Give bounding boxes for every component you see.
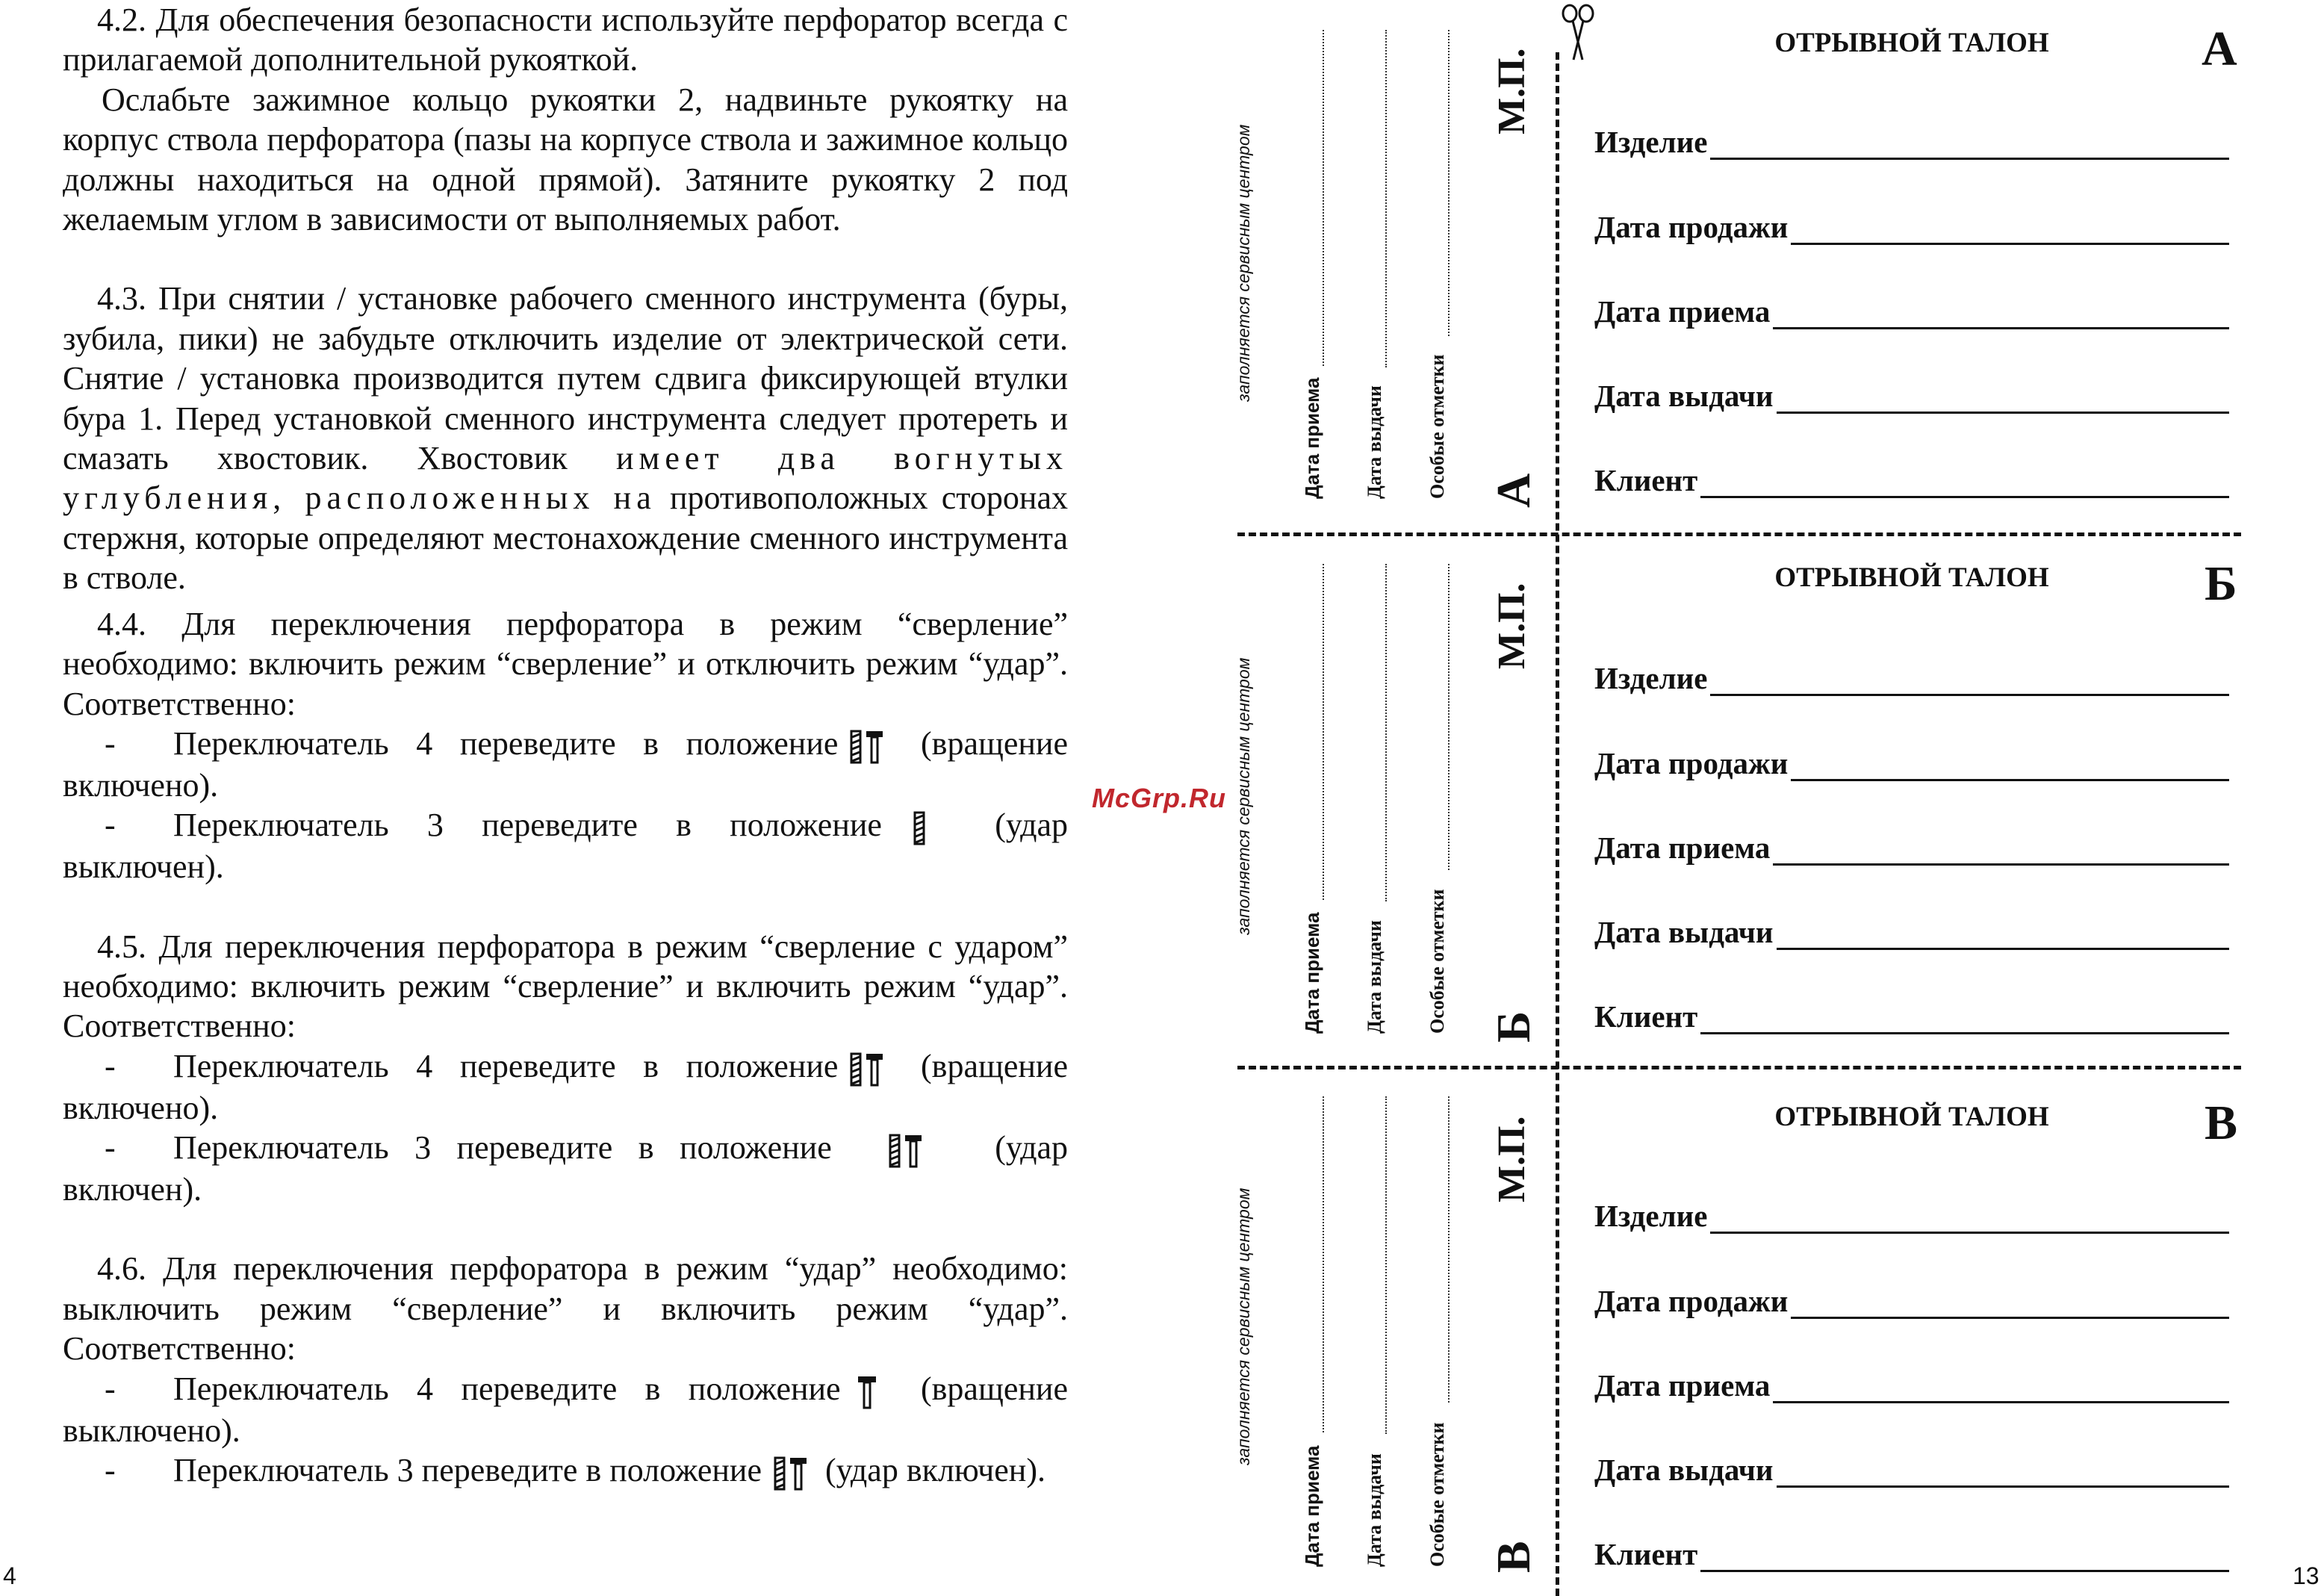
stub-b-letter: Б: [1487, 1010, 1540, 1043]
section-4-3-text-a: 4.3. При снятии / установке рабочего сменного инструмента (буры, зубила, пики) не забудьте отключить изделие от электрической сети. Снятие / установка производится путем сдвига фиксирующей втулки бура 1. Перед установкой сменного инструмента следует протереть и смазать хвостовик. Хвостовик: [63, 280, 1068, 477]
stub-b-date-issued: Дата выдачи: [1364, 920, 1385, 1034]
stub-a-special-notes: Особые отметки: [1426, 354, 1448, 499]
talon-c-product-field[interactable]: Изделие: [1594, 1198, 2229, 1234]
talon-c-title: ОТРЫВНОЙ ТАЛОН: [1774, 1102, 2049, 1132]
talon-b-sale-date-field[interactable]: Дата продажи: [1594, 745, 2229, 781]
talon-b-letter: Б: [2205, 556, 2237, 611]
talon-c-sale-date-field[interactable]: Дата продажи: [1594, 1283, 2229, 1319]
stub-c-date-issued: Дата выдачи: [1364, 1453, 1385, 1567]
stub-c-letter: В: [1487, 1541, 1540, 1573]
page-number-right: 13: [2293, 1562, 2320, 1589]
section-4-5-item-2: - Переключатель 3 переведите в положение (удар включен).: [63, 1129, 1068, 1208]
stub-a-date-issued: Дата выдачи: [1364, 385, 1385, 499]
talon-a-sale-date-field[interactable]: Дата продажи: [1594, 209, 2229, 245]
talon-a-receive-date-field[interactable]: Дата приема: [1594, 294, 2229, 329]
stub-c-stamp: М.П.: [1491, 1116, 1533, 1202]
section-4-3-para: [63, 279, 1068, 597]
stub-a-date-received-line: [1323, 30, 1324, 366]
vertical-cut-line: [1556, 52, 1559, 1596]
talon-b-client-field[interactable]: Клиент: [1594, 999, 2229, 1034]
section-4-4-intro: 4.4. Для переключения перфоратора в режим “сверление” необходимо: включить режим “сверление” и отключить режим “удар”. Соответственно:: [63, 605, 1068, 722]
stub-c-date-received-line: [1323, 1096, 1324, 1432]
section-4-5-item-1: - Переключатель 4 переведите в положение (вращение включено).: [63, 1047, 1069, 1126]
talon-c-issue-date-field[interactable]: Дата выдачи: [1594, 1452, 2229, 1488]
stub-a-date-received: Дата приема: [1301, 377, 1323, 499]
talon-a-issue-date-field[interactable]: Дата выдачи: [1594, 378, 2229, 414]
drill-hammer-icon: [769, 1455, 810, 1492]
drill-bit-icon: [912, 810, 927, 847]
horizontal-cut-line-2: [1237, 1066, 2241, 1069]
stub-b-special-notes-line: [1448, 564, 1450, 870]
talon-c-letter: В: [2205, 1096, 2238, 1150]
stub-c-special-notes: Особые отметки: [1426, 1422, 1448, 1567]
stub-a-service-note: заполняется сервисным центром: [1234, 124, 1253, 402]
stub-b-date-issued-line: [1385, 564, 1387, 901]
section-4-3-text-spaced: имеет два вогнутых углубления, расположенных на: [63, 440, 1069, 517]
talon-a-title: ОТРЫВНОЙ ТАЛОН: [1774, 28, 2049, 58]
section-4-6-intro: 4.6. Для переключения перфоратора в режим “удар” необходимо: выключить режим “сверление” и включить режим “удар”. Соответственно:: [63, 1250, 1068, 1367]
instructions-column: [63, 0, 1068, 1492]
stub-a-date-issued-line: [1385, 30, 1387, 367]
talon-b-issue-date-field[interactable]: Дата выдачи: [1594, 914, 2229, 950]
stub-b-date-received: Дата приема: [1301, 912, 1323, 1034]
section-4-6-item-2: - Переключатель 3 переведите в положение (удар включен).: [63, 1450, 1068, 1492]
hammer-icon: [856, 1373, 878, 1411]
stub-c-date-received: Дата приема: [1301, 1445, 1323, 1567]
page-number-left: 4: [3, 1562, 16, 1589]
stub-c-service-note: заполняется сервисным центром: [1234, 1187, 1253, 1465]
stub-b-stamp: М.П.: [1491, 583, 1533, 669]
drill-hammer-icon: [845, 1051, 886, 1088]
section-4-3-text-b: противоположных сторонах стержня, которые определяют местонахождение сменного инструмента в стволе.: [63, 479, 1069, 597]
drill-hammer-icon: [845, 728, 886, 766]
stub-a-special-notes-line: [1448, 30, 1450, 336]
stub-b-special-notes: Особые отметки: [1426, 889, 1448, 1034]
section-4-2-para-1: 4.2. Для обеспечения безопасности используйте перфоратор всегда с прилагаемой дополнительной рукояткой.: [63, 1, 1068, 78]
drill-hammer-icon: [884, 1132, 925, 1170]
stub-c-special-notes-line: [1448, 1096, 1450, 1403]
talon-a-client-field[interactable]: Клиент: [1594, 462, 2229, 498]
horizontal-cut-line-1: [1237, 532, 2241, 536]
talon-a-letter: А: [2202, 22, 2237, 76]
section-4-5-intro: 4.5. Для переключения перфоратора в режим “сверление с ударом” необходимо: включить режим “сверление” и включить режим “удар”. Соответственно:: [63, 928, 1068, 1045]
talon-a-product-field[interactable]: Изделие: [1594, 124, 2229, 160]
stub-a-stamp: М.П.: [1491, 48, 1533, 134]
section-4-4-item-2: - Переключатель 3 переведите в положение (удар выключен).: [63, 807, 1069, 886]
scissors-icon: [1559, 3, 1597, 63]
stub-b-service-note: заполняется сервисным центром: [1234, 657, 1253, 935]
watermark: McGrp.Ru: [1092, 783, 1227, 813]
talon-c-receive-date-field[interactable]: Дата приема: [1594, 1367, 2229, 1403]
section-4-4-item-1: - Переключатель 4 переведите в положение (вращение включено).: [63, 724, 1069, 804]
stub-c-date-issued-line: [1385, 1096, 1387, 1434]
talon-c-client-field[interactable]: Клиент: [1594, 1536, 2229, 1572]
section-4-2-para-2: Ослабьте зажимное кольцо рукоятки 2, надвиньте рукоятку на корпус ствола перфоратора (пазы на корпусе ствола и зажимное кольцо должны находиться на одной прямой). Затяните рукоятку 2 под желаемым углом в зависимости от выполняемых работ.: [63, 81, 1068, 238]
talon-b-title: ОТРЫВНОЙ ТАЛОН: [1774, 562, 2049, 593]
talon-b-product-field[interactable]: Изделие: [1594, 660, 2229, 696]
section-4-6-item-1: - Переключатель 4 переведите в положение (вращение выключено).: [63, 1370, 1068, 1449]
talon-b-receive-date-field[interactable]: Дата приема: [1594, 830, 2229, 866]
stub-b-date-received-line: [1323, 564, 1324, 900]
stub-a-letter: А: [1487, 473, 1540, 508]
